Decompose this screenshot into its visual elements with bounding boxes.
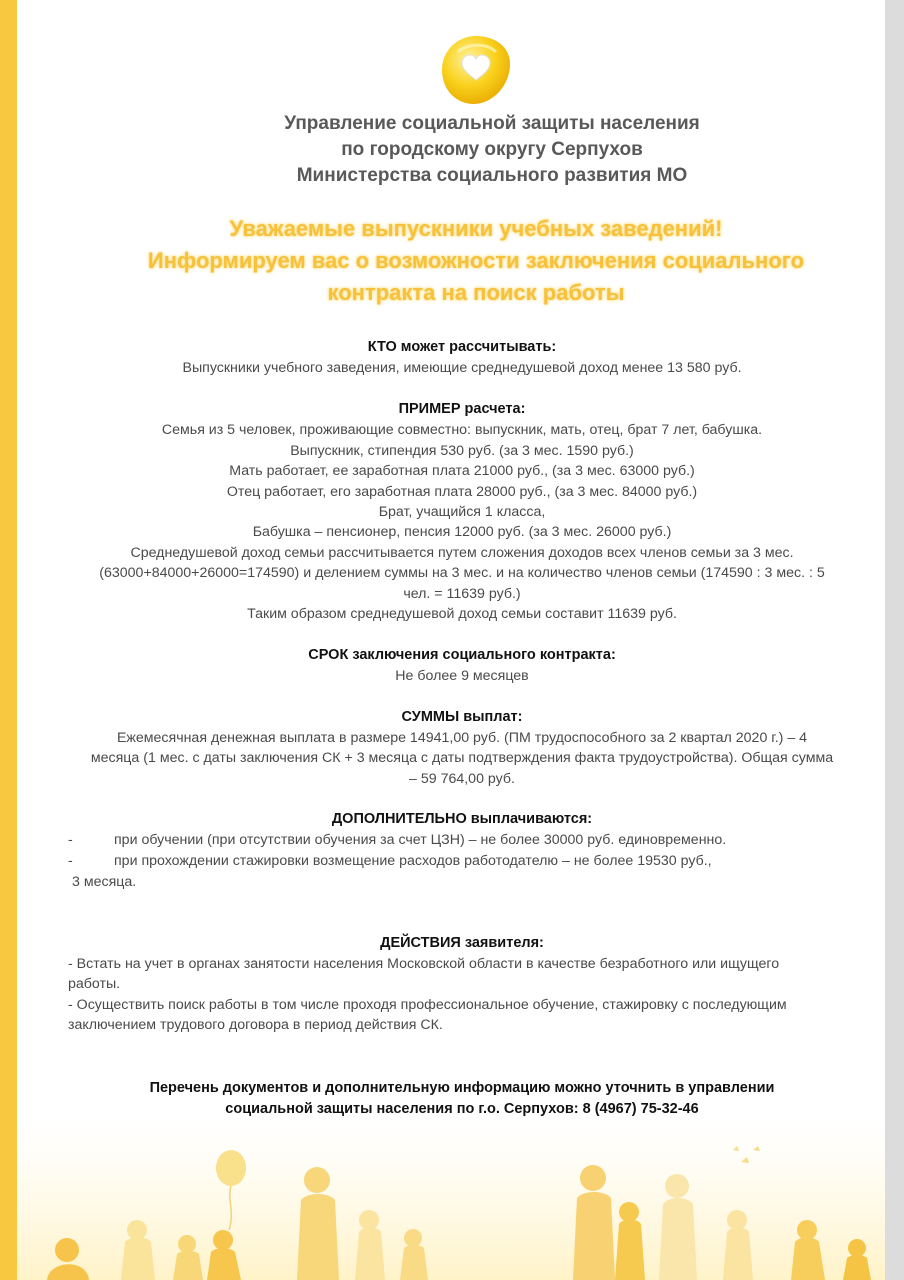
footer-line-2: социальной защиты населения по г.о. Серпухов: 8 (4967) 75-32-46 [225, 1101, 699, 1117]
example-line: Таким образом среднедушевой доход семьи составит 11639 руб. [247, 606, 677, 622]
actions-line: - Встать на учет в органах занятости населения Московской области в качестве безработного или ищущего [68, 956, 780, 972]
actions-title: ДЕЙСТВИЯ заявителя: [380, 935, 544, 951]
extra-continuation: 3 месяца. [72, 874, 137, 890]
extra-item: при прохождении стажировки возмещение расходов работодателю – не более 19530 руб., [114, 853, 712, 869]
actions-line: заключением трудового договора в период действия СК. [68, 1017, 443, 1033]
actions-line: - Осуществить поиск работы в том числе проходя профессиональное обучение, стажировку с последующим [68, 997, 787, 1013]
headline-line-3: контракта на поиск работы [327, 280, 625, 305]
example-title: ПРИМЕР расчета: [398, 401, 526, 417]
example-line: Бабушка – пенсионер, пенсия 12000 руб. (за 3 мес. 26000 руб.) [252, 524, 672, 540]
example-line: Среднедушевой доход семьи рассчитывается путем сложения доходов всех членов семьи за 3 мес. [130, 545, 794, 561]
org-line-2: по городскому округу Серпухов [341, 139, 643, 160]
sums-title: СУММЫ выплат: [401, 709, 523, 725]
extra-item: при обучении (при отсутствии обучения за счет ЦЗН) – не более 30000 руб. единовременно. [114, 832, 727, 848]
org-line-3: Министерства социального развития МО [296, 165, 688, 186]
term-title: СРОК заключения социального контракта: [308, 647, 616, 663]
example-line: Мать работает, ее заработная плата 21000 руб., (за 3 мес. 63000 руб.) [229, 463, 695, 479]
footer-line-1: Перечень документов и дополнительную информацию можно уточнить в управлении [149, 1080, 775, 1096]
bullet-dash: - [68, 832, 73, 848]
example-line: Семья из 5 человек, проживающие совместно: выпускник, мать, отец, брат 7 лет, бабушка. [161, 422, 763, 438]
example-line: Выпускник, стипендия 530 руб. (за 3 мес. 1590 руб.) [290, 443, 634, 459]
sums-line: месяца (1 мес. с даты заключения СК + 3 месяца с даты подтверждения факта трудоустройства). Общая сумма [90, 750, 834, 766]
org-line-1: Управление социальной защиты населения [284, 113, 700, 134]
people-silhouettes [17, 1120, 885, 1280]
example-line: Брат, учащийся 1 класса, [378, 504, 546, 520]
heart-logo-icon [438, 32, 514, 108]
who-text: Выпускники учебного заведения, имеющие среднедушевой доход менее 13 580 руб. [182, 360, 742, 376]
headline-line-1: Уважаемые выпускники учебных заведений! [229, 216, 723, 241]
example-line: чел. = 11639 руб.) [403, 586, 521, 602]
left-accent-stripe [0, 0, 17, 1280]
sums-line: – 59 764,00 руб. [409, 771, 515, 787]
term-text: Не более 9 месяцев [395, 668, 529, 684]
actions-line: работы. [68, 976, 121, 992]
example-line: (63000+84000+26000=174590) и делением суммы на 3 мес. и на количество членов семьи (174590 : 3 мес. : 5 [99, 565, 825, 581]
headline-line-2: Информируем вас о возможности заключения социального [147, 248, 805, 273]
sums-line: Ежемесячная денежная выплата в размере 14941,00 руб. (ПМ трудоспособного за 2 квартал 2020 г.) – 4 [116, 730, 808, 746]
extra-title: ДОПОЛНИТЕЛЬНО выплачиваются: [331, 811, 593, 827]
example-line: Отец работает, его заработная плата 28000 руб., (за 3 мес. 84000 руб.) [226, 484, 698, 500]
bullet-dash: - [68, 853, 73, 869]
who-title: КТО может рассчитывать: [367, 339, 557, 355]
